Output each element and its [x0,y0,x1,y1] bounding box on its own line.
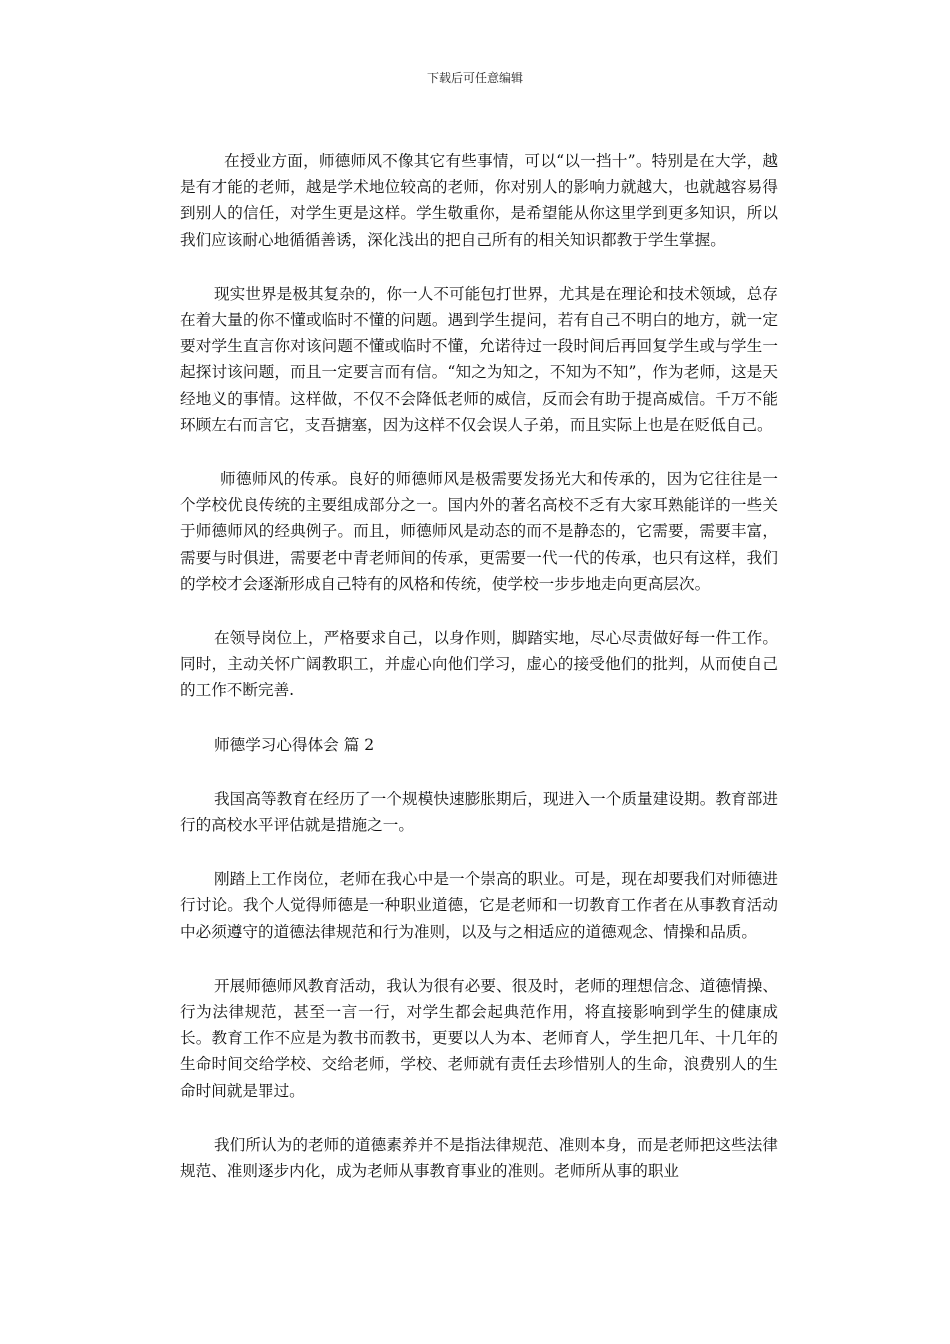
section-title: 师德学习心得体会 篇 2 [214,735,375,754]
paragraph-moral-quality: 我们所认为的老师的道德素养并不是指法律规范、准则本身，而是老师把这些法律规范、准则逐步内化，成为老师从事教育事业的准则。老师所从事的职业 [180,1135,778,1181]
paragraph-real-world: 现实世界是极其复杂的，你一人不可能包打世界，尤其是在理论和技术领域，总存在着大量的你不懂或临时不懂的问题。遇到学生提问，若有自己不明白的地方，就一定要对学生直言你对该问题不懂或临时不懂，允诺待过一段时间后再回复学生或与学生一起探讨该问题，而且一定要言而有信。“知之为知之，不知为不知”，作为老师，这是天经地义的事情。这样做，不仅不会降低老师的威信，反而会有助于提高威信。千万不能环顾左右而言它，支吾搪塞，因为这样不仅会误人子弟，而且实际上也是在贬低自己。 [180,284,778,434]
paragraph-inheritance: 师德师风的传承。良好的师德师风是极需要发扬光大和传承的，因为它往往是一个学校优良传统的主要组成部分之一。国内外的著名高校不乏有大家耳熟能详的一些关于师德师风的经典例子。而且，师德师风是动态的而不是静态的，它需要，需要丰富，需要与时俱进，需要老中青老师间的传承，更需要一代一代的传承，也只有这样，我们的学校才会逐渐形成自己特有的风格和传统，使学校一步步地走向更高层次。 [180,470,778,593]
document-body [180,148,778,1212]
paragraph-higher-education: 我国高等教育在经历了一个规模快速膨胀期后，现进入一个质量建设期。教育部进行的高校水平评估就是措施之一。 [180,789,778,835]
paragraph-education-activity: 开展师德师风教育活动，我认为很有必要、很及时，老师的理想信念、道德情操、行为法律规范，甚至一言一行，对学生都会起典范作用，将直接影响到学生的健康成长。教育工作不应是为教书而教书，更要以人为本、老师育人，学生把几年、十几年的生命时间交给学校、交给老师，学校、老师就有责任去珍惜别人的生命，浪费别人的生命时间就是罪过。 [180,976,778,1100]
header-note: 下载后可任意编辑 [426,71,523,85]
paragraph-leadership: 在领导岗位上，严格要求自己，以身作则，脚踏实地，尽心尽责做好每一件工作。同时，主动关怀广阔教职工，并虚心向他们学习，虚心的接受他们的批判，从而使自己的工作不断完善. [180,629,778,700]
paragraph-new-teacher: 刚踏上工作岗位，老师在我心中是一个崇高的职业。可是，现在却要我们对师德进行讨论。我个人觉得师德是一种职业道德，它是老师和一切教育工作者在从事教育活动中必须遵守的道德法律规范和行为准则，以及与之相适应的道德观念、情操和品质。 [180,870,778,941]
paragraph-teaching: 在授业方面，师德师风不像其它有些事情，可以“以一挡十”。特别是在大学，越是有才能的老师，越是学术地位较高的老师，你对别人的影响力就越大，也就越容易得到别人的信任，对学生更是这样。学生敬重你，是希望能从你这里学到更多知识，所以我们应该耐心地循循善诱，深化浅出的把自己所有的相关知识都教于学生掌握。 [180,152,778,249]
